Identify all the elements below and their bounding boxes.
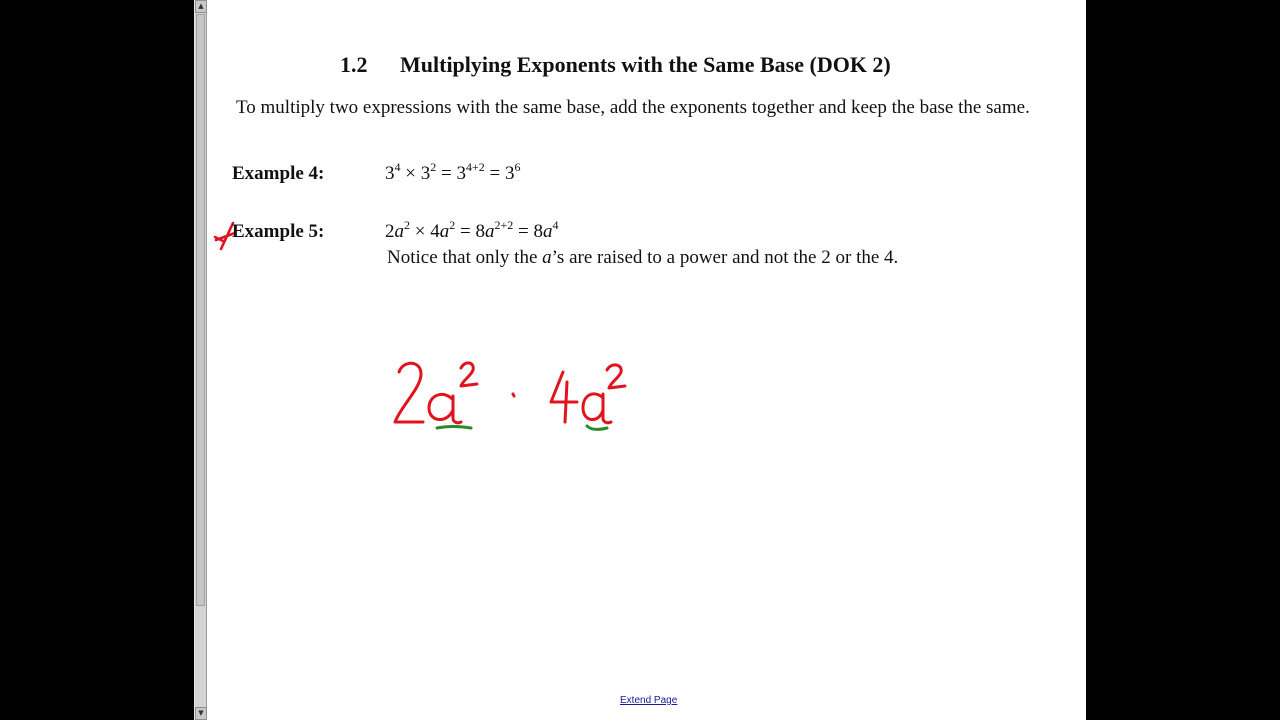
scroll-down-button[interactable]: ▼ (195, 707, 207, 720)
example-5-note: Notice that only the a’s are raised to a power and not the 2 or the 4. (387, 247, 899, 268)
example-5-math: $2a^2 \times 4a^2 = 8a^{2+2} = 8a^4$ (385, 218, 559, 242)
example-5-label: Example 5: (232, 221, 325, 242)
intro-paragraph: To multiply two expressions with the same base, add the exponents together and keep the base the same. (236, 97, 1030, 118)
vertical-scrollbar[interactable] (194, 0, 207, 720)
section-title: Multiplying Exponents with the Same Base (DOK 2) (400, 52, 891, 77)
scroll-thumb[interactable] (196, 14, 205, 606)
document-page (207, 0, 1086, 720)
example-4-math: $3^4 \times 3^2 = 3^{4+2} = 3^6$ (385, 160, 521, 184)
extend-page-link[interactable]: Extend Page (620, 695, 678, 706)
scroll-up-button[interactable]: ▲ (195, 0, 207, 13)
example-4-label: Example 4: (232, 163, 325, 184)
handwritten-expression (387, 352, 627, 442)
section-heading (340, 52, 891, 78)
section-number: 1.2 (340, 52, 368, 77)
